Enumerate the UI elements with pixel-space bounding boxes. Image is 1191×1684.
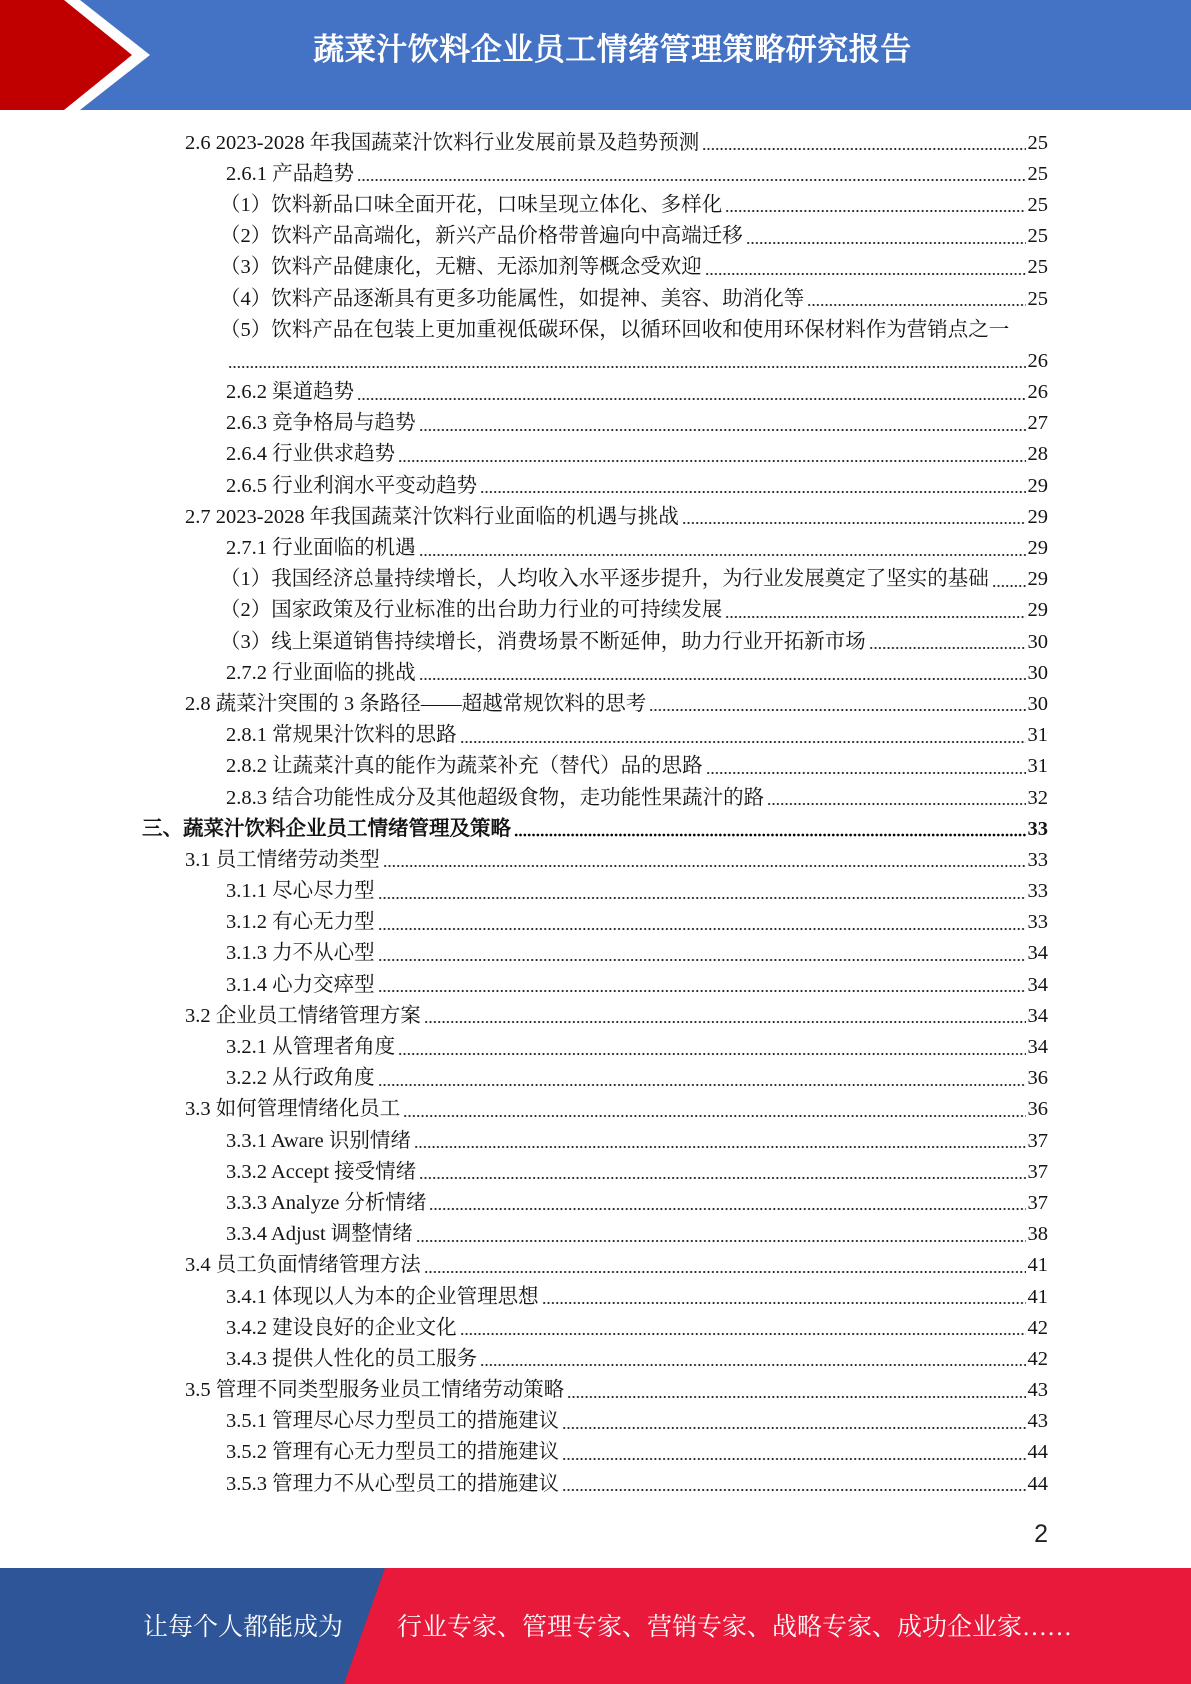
toc-entry[interactable] xyxy=(0,533,1048,564)
toc-entry[interactable] xyxy=(0,1001,1048,1032)
toc-entry[interactable] xyxy=(0,439,1048,470)
toc-entry-label: 3.2.1 从管理者角度 xyxy=(226,1036,396,1059)
table-of-contents xyxy=(0,128,1048,1500)
toc-entry-label: 2.7 2023-2028 年我国蔬菜汁饮料行业面临的机遇与挑战 xyxy=(185,505,679,528)
toc-entry[interactable] xyxy=(0,1063,1048,1094)
dot-leader xyxy=(378,876,1026,907)
toc-entry-label: （5）饮料产品在包装上更加重视低碳环保，以循环回收和使用环保材料作为营销点之一 xyxy=(220,318,1010,341)
toc-entry-label: 3.1 员工情绪劳动类型 xyxy=(185,848,380,871)
toc-entry-page: 26 xyxy=(1027,381,1048,404)
toc-entry[interactable] xyxy=(0,190,1048,221)
toc-entry-page: 34 xyxy=(1027,973,1048,996)
footer-slogan-roles: 行业专家、管理专家、营销专家、战略专家、成功企业家…… xyxy=(397,1614,1073,1641)
toc-entry[interactable] xyxy=(0,564,1048,595)
toc-entry-page: 34 xyxy=(1027,1004,1048,1027)
toc-entry-label: 3.5.2 管理有心无力型员工的措施建议 xyxy=(226,1441,560,1464)
toc-entry-page: 34 xyxy=(1027,1036,1048,1059)
dot-leader xyxy=(378,1063,1026,1094)
toc-entry-label: （1）饮料新品口味全面开花，口味呈现立体化、多样化 xyxy=(220,193,723,216)
toc-entry-page: 34 xyxy=(1027,942,1048,965)
dot-leader xyxy=(562,1437,1025,1468)
toc-entry-page: 29 xyxy=(1027,599,1048,622)
toc-entry[interactable] xyxy=(0,315,1048,346)
toc-entry-label: 3.4.3 提供人性化的员工服务 xyxy=(226,1347,478,1370)
toc-entry[interactable] xyxy=(0,876,1048,907)
toc-entry[interactable] xyxy=(0,159,1048,190)
toc-entry-page: 29 xyxy=(1027,568,1048,591)
dot-leader xyxy=(460,1313,1026,1344)
toc-entry-page: 41 xyxy=(1027,1285,1048,1308)
toc-entry-label: 3.5.1 管理尽心尽力型员工的措施建议 xyxy=(226,1410,560,1433)
toc-entry-page: 31 xyxy=(1027,724,1048,747)
page-number: 2 xyxy=(1034,1520,1048,1548)
toc-entry-label: （3）线上渠道销售持续增长，消费场景不断延伸，助力行业开拓新市场 xyxy=(220,630,866,653)
toc-entry[interactable] xyxy=(0,1469,1048,1500)
toc-entry-page: 38 xyxy=(1027,1223,1048,1246)
dot-leader xyxy=(424,1001,1026,1032)
toc-entry-page: 37 xyxy=(1027,1129,1048,1152)
toc-entry-page: 31 xyxy=(1027,755,1048,778)
report-footer xyxy=(0,1568,1191,1684)
toc-entry-page: 36 xyxy=(1027,1098,1048,1121)
toc-entry-label: 2.8 蔬菜汁突围的 3 条路径——超越常规饮料的思考 xyxy=(185,692,647,715)
toc-entry-page: 27 xyxy=(1027,412,1048,435)
toc-entry-label: 3.1.4 心力交瘁型 xyxy=(226,973,375,996)
dot-leader xyxy=(383,845,1026,876)
toc-entry-page: 33 xyxy=(1027,911,1048,934)
toc-entry-label: （2）国家政策及行业标准的出台助力行业的可持续发展 xyxy=(220,599,723,622)
toc-entry-page: 29 xyxy=(1027,505,1048,528)
dot-leader xyxy=(869,627,1026,658)
toc-entry[interactable] xyxy=(0,1282,1048,1313)
toc-entry[interactable] xyxy=(0,595,1048,626)
toc-entry[interactable] xyxy=(0,284,1048,315)
toc-entry-label: 3.5.3 管理力不从心型员工的措施建议 xyxy=(226,1472,560,1495)
toc-entry-page: 33 xyxy=(1027,848,1048,871)
toc-entry[interactable] xyxy=(0,1032,1048,1063)
toc-entry-label: 2.6.5 行业利润水平变动趋势 xyxy=(226,474,478,497)
toc-entry-label: 3.1.2 有心无力型 xyxy=(226,911,375,934)
toc-entry-label: 3.3.3 Analyze 分析情绪 xyxy=(226,1191,427,1214)
dot-leader xyxy=(514,814,1026,845)
dot-leader xyxy=(542,1282,1026,1313)
toc-entry-page: 25 xyxy=(1027,193,1048,216)
footer-slogan-lead: 让每个人都能成为 xyxy=(143,1614,344,1641)
toc-entry[interactable] xyxy=(0,128,1048,159)
toc-entry[interactable] xyxy=(0,1313,1048,1344)
toc-entry-page: 26 xyxy=(1027,349,1048,372)
toc-entry[interactable] xyxy=(0,1126,1048,1157)
toc-entry-label: 2.8.3 结合功能性成分及其他超级食物，走功能性果蔬汁的路 xyxy=(226,786,765,809)
toc-entry[interactable] xyxy=(0,938,1048,969)
toc-entry-label: 2.8.1 常规果汁饮料的思路 xyxy=(226,724,457,747)
toc-entry-page: 33 xyxy=(1027,817,1048,840)
toc-entry-page: 42 xyxy=(1027,1316,1048,1339)
dot-leader xyxy=(567,1375,1025,1406)
dot-leader xyxy=(562,1469,1025,1500)
toc-entry-page: 25 xyxy=(1027,162,1048,185)
toc-entry-page: 29 xyxy=(1027,537,1048,560)
toc-entry[interactable] xyxy=(0,377,1048,408)
toc-entry[interactable] xyxy=(0,502,1048,533)
toc-entry[interactable] xyxy=(0,845,1048,876)
dot-leader xyxy=(403,1094,1025,1125)
toc-entry-label: （4）饮料产品逐渐具有更多功能属性，如提神、美容、助消化等 xyxy=(220,287,805,310)
toc-entry[interactable] xyxy=(0,471,1048,502)
toc-entry-label: 3.3.2 Accept 接受情绪 xyxy=(226,1160,417,1183)
toc-entry-label: 2.6.1 产品趋势 xyxy=(226,162,355,185)
toc-entry[interactable] xyxy=(0,221,1048,252)
dot-leader xyxy=(398,1032,1025,1063)
toc-entry[interactable] xyxy=(0,720,1048,751)
report-header xyxy=(0,0,1191,110)
toc-entry-label: 3.5 管理不同类型服务业员工情绪劳动策略 xyxy=(185,1379,565,1402)
dot-leader xyxy=(706,751,1026,782)
toc-entry-label: 三、蔬菜汁饮料企业员工情绪管理及策略 xyxy=(142,817,511,840)
toc-entry-page: 36 xyxy=(1027,1067,1048,1090)
toc-entry-page: 42 xyxy=(1027,1347,1048,1370)
dot-leader xyxy=(649,689,1025,720)
toc-entry-page: 25 xyxy=(1027,225,1048,248)
toc-entry-label: 3.3 如何管理情绪化员工 xyxy=(185,1098,401,1121)
dot-leader xyxy=(725,190,1025,221)
toc-entry-continuation[interactable] xyxy=(0,346,1048,377)
toc-entry[interactable] xyxy=(0,1188,1048,1219)
dot-leader xyxy=(992,564,1026,595)
dot-leader xyxy=(378,907,1026,938)
dot-leader xyxy=(562,1406,1025,1437)
dot-leader xyxy=(746,221,1026,252)
toc-entry-page: 44 xyxy=(1027,1441,1048,1464)
dot-leader xyxy=(682,502,1026,533)
dot-leader xyxy=(414,1126,1026,1157)
toc-entry-page: 30 xyxy=(1027,692,1048,715)
dot-leader xyxy=(767,783,1025,814)
toc-entry[interactable] xyxy=(0,1157,1048,1188)
dot-leader xyxy=(424,1250,1026,1281)
toc-entry-label: 2.6.2 渠道趋势 xyxy=(226,381,355,404)
dot-leader xyxy=(398,439,1025,470)
dot-leader xyxy=(807,284,1025,315)
dot-leader xyxy=(416,1219,1026,1250)
toc-entry[interactable] xyxy=(0,783,1048,814)
toc-entry-page: 29 xyxy=(1027,474,1048,497)
toc-entry[interactable] xyxy=(0,689,1048,720)
toc-entry[interactable] xyxy=(0,907,1048,938)
toc-entry[interactable] xyxy=(0,408,1048,439)
dot-leader xyxy=(419,658,1026,689)
dot-leader xyxy=(429,1188,1025,1219)
toc-entry[interactable] xyxy=(0,627,1048,658)
dot-leader xyxy=(419,1157,1025,1188)
dot-leader xyxy=(705,252,1026,283)
toc-entry-label: 2.8.2 让蔬菜汁真的能作为蔬菜补充（替代）品的思路 xyxy=(226,755,703,778)
toc-entry-page: 28 xyxy=(1027,443,1048,466)
toc-entry-page: 37 xyxy=(1027,1160,1048,1183)
toc-entry-label: 3.4 员工负面情绪管理方法 xyxy=(185,1254,421,1277)
toc-entry-page: 25 xyxy=(1027,131,1048,154)
toc-entry-page: 25 xyxy=(1027,256,1048,279)
toc-entry-label: 3.3.4 Adjust 调整情绪 xyxy=(226,1223,413,1246)
toc-entry[interactable] xyxy=(0,1406,1048,1437)
toc-entry[interactable] xyxy=(0,751,1048,782)
toc-entry[interactable] xyxy=(0,1094,1048,1125)
toc-entry[interactable] xyxy=(0,1219,1048,1250)
toc-entry-page: 43 xyxy=(1027,1410,1048,1433)
toc-entry-label: 3.3.1 Aware 识别情绪 xyxy=(226,1129,411,1152)
toc-entry-label: （1）我国经济总量持续增长，人均收入水平逐步提升，为行业发展奠定了坚实的基础 xyxy=(220,568,989,591)
toc-entry[interactable] xyxy=(0,252,1048,283)
dot-leader xyxy=(419,533,1026,564)
toc-entry[interactable] xyxy=(0,658,1048,689)
toc-entry-page: 37 xyxy=(1027,1191,1048,1214)
dot-leader xyxy=(480,471,1025,502)
dot-leader xyxy=(357,377,1025,408)
toc-entry-page: 30 xyxy=(1027,630,1048,653)
dot-leader xyxy=(228,346,1026,377)
toc-entry-page: 25 xyxy=(1027,287,1048,310)
toc-entry[interactable] xyxy=(0,1344,1048,1375)
toc-entry-page: 30 xyxy=(1027,661,1048,684)
dot-leader xyxy=(378,970,1026,1001)
toc-entry-label: （2）饮料产品高端化，新兴产品价格带普遍向中高端迁移 xyxy=(220,225,743,248)
toc-entry-label: 3.4.2 建设良好的企业文化 xyxy=(226,1316,457,1339)
toc-entry-label: 3.4.1 体现以人为本的企业管理思想 xyxy=(226,1285,539,1308)
toc-entry[interactable] xyxy=(0,970,1048,1001)
dot-leader xyxy=(725,595,1025,626)
toc-entry[interactable] xyxy=(0,1375,1048,1406)
toc-entry-page: 32 xyxy=(1027,786,1048,809)
toc-entry-label: 2.6 2023-2028 年我国蔬菜汁饮料行业发展前景及趋势预测 xyxy=(185,131,700,154)
dot-leader xyxy=(480,1344,1025,1375)
toc-entry-page: 44 xyxy=(1027,1472,1048,1495)
toc-entry-label: 2.6.3 竞争格局与趋势 xyxy=(226,412,416,435)
toc-entry-label: 2.6.4 行业供求趋势 xyxy=(226,443,396,466)
toc-entry[interactable] xyxy=(0,1250,1048,1281)
toc-entry-label: 3.2.2 从行政角度 xyxy=(226,1067,375,1090)
toc-entry-label: 3.1.1 尽心尽力型 xyxy=(226,880,375,903)
toc-entry-label: 3.2 企业员工情绪管理方案 xyxy=(185,1004,421,1027)
dot-leader xyxy=(702,128,1025,159)
dot-leader xyxy=(357,159,1025,190)
toc-entry-label: 2.7.1 行业面临的机遇 xyxy=(226,537,416,560)
toc-chapter-entry[interactable] xyxy=(0,814,1048,845)
toc-entry-label: 2.7.2 行业面临的挑战 xyxy=(226,661,416,684)
toc-entry-page: 43 xyxy=(1027,1379,1048,1402)
toc-entry[interactable] xyxy=(0,1437,1048,1468)
dot-leader xyxy=(460,720,1026,751)
report-title: 蔬菜汁饮料企业员工情绪管理策略研究报告 xyxy=(313,32,912,67)
toc-entry-page: 33 xyxy=(1027,880,1048,903)
toc-entry-page: 41 xyxy=(1027,1254,1048,1277)
toc-entry-label: （3）饮料产品健康化，无糖、无添加剂等概念受欢迎 xyxy=(220,256,702,279)
toc-entry-label: 3.1.3 力不从心型 xyxy=(226,942,375,965)
dot-leader xyxy=(419,408,1026,439)
dot-leader xyxy=(378,938,1026,969)
